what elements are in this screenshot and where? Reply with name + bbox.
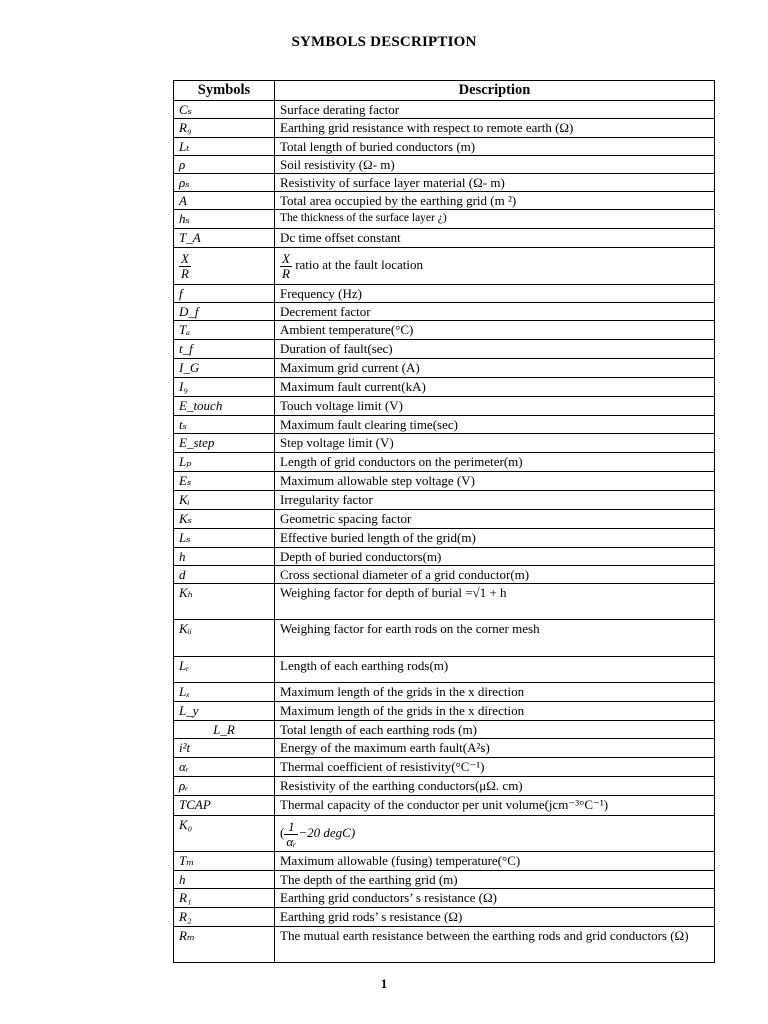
table-row [174, 927, 715, 963]
symbol-cell: Eₛ [174, 472, 275, 491]
description-cell: Maximum length of the grids in the x direction [275, 702, 715, 721]
table-row [174, 378, 715, 397]
table-row [174, 138, 715, 156]
symbol-cell: I_G [174, 359, 275, 378]
description-cell [275, 248, 715, 285]
symbol-cell: h [174, 548, 275, 566]
description-cell: Surface derating factor [275, 101, 715, 119]
description-cell: Thermal coefficient of resistivity(°C⁻¹) [275, 758, 715, 777]
table-row [174, 397, 715, 416]
description-cell: The depth of the earthing grid (m) [275, 871, 715, 889]
symbols-table [173, 80, 715, 963]
table-row [174, 340, 715, 359]
description-cell: ( $\frac{1}{\text{αᵣ}}$ −20 degC) [275, 816, 715, 852]
description-cell: Total area occupied by the earthing grid (m ²) [275, 192, 715, 210]
table-row [174, 657, 715, 683]
description-cell: Length of each earthing rods(m) [275, 657, 715, 683]
description-cell: Dc time offset constant [275, 229, 715, 248]
table-row [174, 192, 715, 210]
description-cell: Maximum allowable (fusing) temperature(°C) [275, 852, 715, 871]
description-cell: Ambient temperature(°C) [275, 321, 715, 340]
description-cell: Earthing grid resistance with respect to remote earth (Ω) [275, 119, 715, 138]
description-cell: Effective buried length of the grid(m) [275, 529, 715, 548]
description-text: ratio at the fault location [295, 256, 423, 272]
description-cell: Soil resistivity (Ω- m) [275, 156, 715, 174]
symbol-cell: I₉ [174, 378, 275, 397]
symbol-cell: Lₚ [174, 453, 275, 472]
table-row [174, 156, 715, 174]
table-row [174, 453, 715, 472]
description-cell: Step voltage limit (V) [275, 434, 715, 453]
symbol-cell: Kᵢ [174, 491, 275, 510]
header-description: Description [275, 81, 715, 101]
symbol-cell: d [174, 566, 275, 584]
table-row [174, 248, 715, 285]
table-row [174, 472, 715, 491]
symbol-cell: T_A [174, 229, 275, 248]
description-cell: Decrement factor [275, 303, 715, 321]
symbol-cell: Kₕ [174, 584, 275, 620]
symbol-cell: Lₓ [174, 683, 275, 702]
symbol-cell: K₀ [174, 816, 275, 852]
table-row [174, 548, 715, 566]
table-row [174, 796, 715, 816]
symbol-cell: h [174, 871, 275, 889]
description-cell: Maximum grid current (A) [275, 359, 715, 378]
description-text: −20 degC) [298, 824, 356, 840]
table-row [174, 321, 715, 340]
table-row [174, 889, 715, 908]
symbol-cell: hₛ [174, 210, 275, 229]
table-row [174, 739, 715, 758]
table-row [174, 359, 715, 378]
table-row [174, 777, 715, 796]
symbol-fraction: $\frac{X}{R}$ [181, 251, 189, 281]
symbol-cell: i²t [174, 739, 275, 758]
description-cell: Maximum fault clearing time(sec) [275, 416, 715, 434]
page-title: SYMBOLS DESCRIPTION [291, 34, 477, 50]
table-row [174, 620, 715, 657]
table-row [174, 758, 715, 777]
symbol-cell: Cₛ [174, 101, 275, 119]
description-cell: Resistivity of surface layer material (Ω- m) [275, 174, 715, 192]
symbol-cell: E_touch [174, 397, 275, 416]
symbol-cell: TCAP [174, 796, 275, 816]
page-number: 1 [380, 976, 388, 991]
description-cell: Irregularity factor [275, 491, 715, 510]
symbol-cell: E_step [174, 434, 275, 453]
table-row [174, 119, 715, 138]
description-cell: Total length of each earthing rods (m) [275, 721, 715, 739]
table-row [174, 871, 715, 889]
table-row [174, 285, 715, 303]
description-cell: Energy of the maximum earth fault(A²s) [275, 739, 715, 758]
description-cell: Frequency (Hz) [275, 285, 715, 303]
symbol-cell: Kᵢᵢ [174, 620, 275, 657]
symbol-cell: Lₜ [174, 138, 275, 156]
table-row [174, 510, 715, 529]
symbol-cell: R₉ [174, 119, 275, 138]
table-row [174, 529, 715, 548]
table-row [174, 416, 715, 434]
description-cell: Total length of buried conductors (m) [275, 138, 715, 156]
table-row [174, 229, 715, 248]
description-cell: Geometric spacing factor [275, 510, 715, 529]
description-cell: Maximum length of the grids in the x direction [275, 683, 715, 702]
table-row [174, 721, 715, 739]
symbol-cell [174, 248, 275, 285]
symbol-cell: αᵣ [174, 758, 275, 777]
description-fraction: $\frac{1}{\text{αᵣ}}$ [286, 818, 297, 849]
symbol-cell: L_y [174, 702, 275, 721]
description-cell: Cross sectional diameter of a grid conductor(m) [275, 566, 715, 584]
symbol-cell: R₁ [174, 889, 275, 908]
description-cell: Earthing grid rods’ s resistance (Ω) [275, 908, 715, 927]
table-row [174, 683, 715, 702]
description-cell: Maximum fault current(kA) [275, 378, 715, 397]
table-row [174, 434, 715, 453]
symbol-cell: R₂ [174, 908, 275, 927]
symbol-cell: Kₛ [174, 510, 275, 529]
description-cell: Earthing grid conductors’ s resistance (Ω) [275, 889, 715, 908]
table-row [174, 491, 715, 510]
description-cell: Touch voltage limit (V) [275, 397, 715, 416]
description-cell: Weighing factor for depth of burial =√1 + h [275, 584, 715, 620]
table-row [174, 816, 715, 852]
symbol-cell: A [174, 192, 275, 210]
description-cell: Length of grid conductors on the perimeter(m) [275, 453, 715, 472]
table-row [174, 566, 715, 584]
description-cell: Duration of fault(sec) [275, 340, 715, 359]
description-cell: The thickness of the surface layer ¿) [275, 210, 715, 229]
symbol-cell: ρ [174, 156, 275, 174]
symbol-cell: f [174, 285, 275, 303]
table-row [174, 702, 715, 721]
symbol-cell: L_R [174, 721, 275, 739]
description-cell: Weighing factor for earth rods on the corner mesh [275, 620, 715, 657]
symbol-cell: ρₛ [174, 174, 275, 192]
table-row [174, 174, 715, 192]
header-symbols: Symbols [174, 81, 275, 101]
description-cell: Thermal capacity of the conductor per unit volume(jcm⁻³°C⁻¹) [275, 796, 715, 816]
symbol-cell: Lᵣ [174, 657, 275, 683]
table-row [174, 908, 715, 927]
table-row [174, 210, 715, 229]
description-cell: Maximum allowable step voltage (V) [275, 472, 715, 491]
table-row [174, 852, 715, 871]
symbol-cell: Tₘ [174, 852, 275, 871]
table-row [174, 584, 715, 620]
description-cell: The mutual earth resistance between the earthing rods and grid conductors (Ω) [275, 927, 715, 963]
symbol-cell: Rₘ [174, 927, 275, 963]
symbol-cell: t_f [174, 340, 275, 359]
symbol-cell: Lₛ [174, 529, 275, 548]
table-row [174, 303, 715, 321]
description-cell: Depth of buried conductors(m) [275, 548, 715, 566]
symbol-cell: ρᵣ [174, 777, 275, 796]
symbol-cell: tₛ [174, 416, 275, 434]
description-fraction: $\frac{X}{R}$ [282, 251, 290, 281]
symbol-cell: D_f [174, 303, 275, 321]
description-cell: Resistivity of the earthing conductors(μΩ. cm) [275, 777, 715, 796]
table-header-row [174, 81, 715, 101]
table-row [174, 101, 715, 119]
symbol-cell: Tₐ [174, 321, 275, 340]
